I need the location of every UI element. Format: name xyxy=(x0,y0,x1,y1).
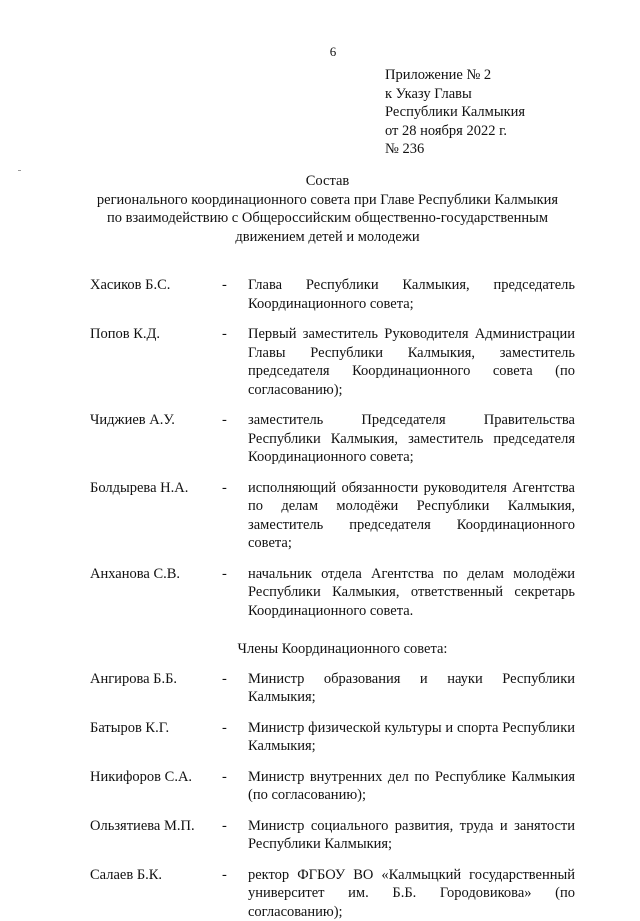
document-title xyxy=(60,172,595,246)
roster-row xyxy=(90,565,575,621)
roster-row xyxy=(90,411,575,467)
dash-separator: - xyxy=(222,719,248,738)
member-role: заместитель Председателя Правительства Республики Калмыкия, заместитель председателя Координационного совета; xyxy=(248,411,575,467)
roster-row xyxy=(90,325,575,399)
dash-separator: - xyxy=(222,325,248,344)
roster-row xyxy=(90,817,575,854)
roster-row xyxy=(90,719,575,756)
title-line: Состав xyxy=(60,172,595,191)
member-role: Министр внутренних дел по Республике Калмыкия (по согласованию); xyxy=(248,768,575,805)
scan-mark xyxy=(18,170,21,171)
roster-row xyxy=(90,768,575,805)
council-roster xyxy=(90,276,575,921)
member-role: Министр физической культуры и спорта Республики Калмыкия; xyxy=(248,719,575,756)
dash-separator: - xyxy=(222,817,248,836)
member-name: Батыров К.Г. xyxy=(90,719,222,738)
appendix-line: к Указу Главы xyxy=(385,85,525,104)
member-role: Министр социального развития, труда и занятости Республики Калмыкия; xyxy=(248,817,575,854)
dash-separator: - xyxy=(222,479,248,498)
roster-row xyxy=(90,479,575,553)
member-role: Первый заместитель Руководителя Администрации Главы Республики Калмыкия, заместитель председателя Координационного совета (по согласованию); xyxy=(248,325,575,399)
appendix-line: № 236 xyxy=(385,140,525,159)
appendix-header xyxy=(385,66,525,159)
member-name: Ангирова Б.Б. xyxy=(90,670,222,689)
member-role: ректор ФГБОУ ВО «Калмыцкий государственный университет им. Б.Б. Городовикова» (по согласованию); xyxy=(248,866,575,921)
dash-separator: - xyxy=(222,565,248,584)
title-line: по взаимодействию с Общероссийским общественно-государственным xyxy=(60,209,595,228)
member-role: начальник отдела Агентства по делам молодёжи Республики Калмыкия, ответственный секретарь Координационного совета. xyxy=(248,565,575,621)
roster-row xyxy=(90,866,575,921)
appendix-line: Республики Калмыкия xyxy=(385,103,525,122)
member-role: Глава Республики Калмыкия, председатель Координационного совета; xyxy=(248,276,575,313)
member-name: Хасиков Б.С. xyxy=(90,276,222,295)
title-line: движением детей и молодежи xyxy=(60,228,595,247)
member-name: Анханова С.В. xyxy=(90,565,222,584)
member-name: Ользятиева М.П. xyxy=(90,817,222,836)
members-section-header: Члены Координационного совета: xyxy=(110,640,575,659)
dash-separator: - xyxy=(222,670,248,689)
member-role: исполняющий обязанности руководителя Агентства по делам молодёжи Республики Калмыкия, заместитель председателя Координационного совета; xyxy=(248,479,575,553)
dash-separator: - xyxy=(222,866,248,885)
member-name: Болдырева Н.А. xyxy=(90,479,222,498)
title-line: регионального координационного совета при Главе Республики Калмыкия xyxy=(60,191,595,210)
dash-separator: - xyxy=(222,768,248,787)
member-role: Министр образования и науки Республики Калмыкия; xyxy=(248,670,575,707)
dash-separator: - xyxy=(222,276,248,295)
page-number: 6 xyxy=(13,44,640,60)
member-name: Чиджиев А.У. xyxy=(90,411,222,430)
appendix-line: от 28 ноября 2022 г. xyxy=(385,122,525,141)
roster-row xyxy=(90,670,575,707)
dash-separator: - xyxy=(222,411,248,430)
member-name: Попов К.Д. xyxy=(90,325,222,344)
member-name: Салаев Б.К. xyxy=(90,866,222,885)
appendix-line: Приложение № 2 xyxy=(385,66,525,85)
roster-row xyxy=(90,276,575,313)
member-name: Никифоров С.А. xyxy=(90,768,222,787)
